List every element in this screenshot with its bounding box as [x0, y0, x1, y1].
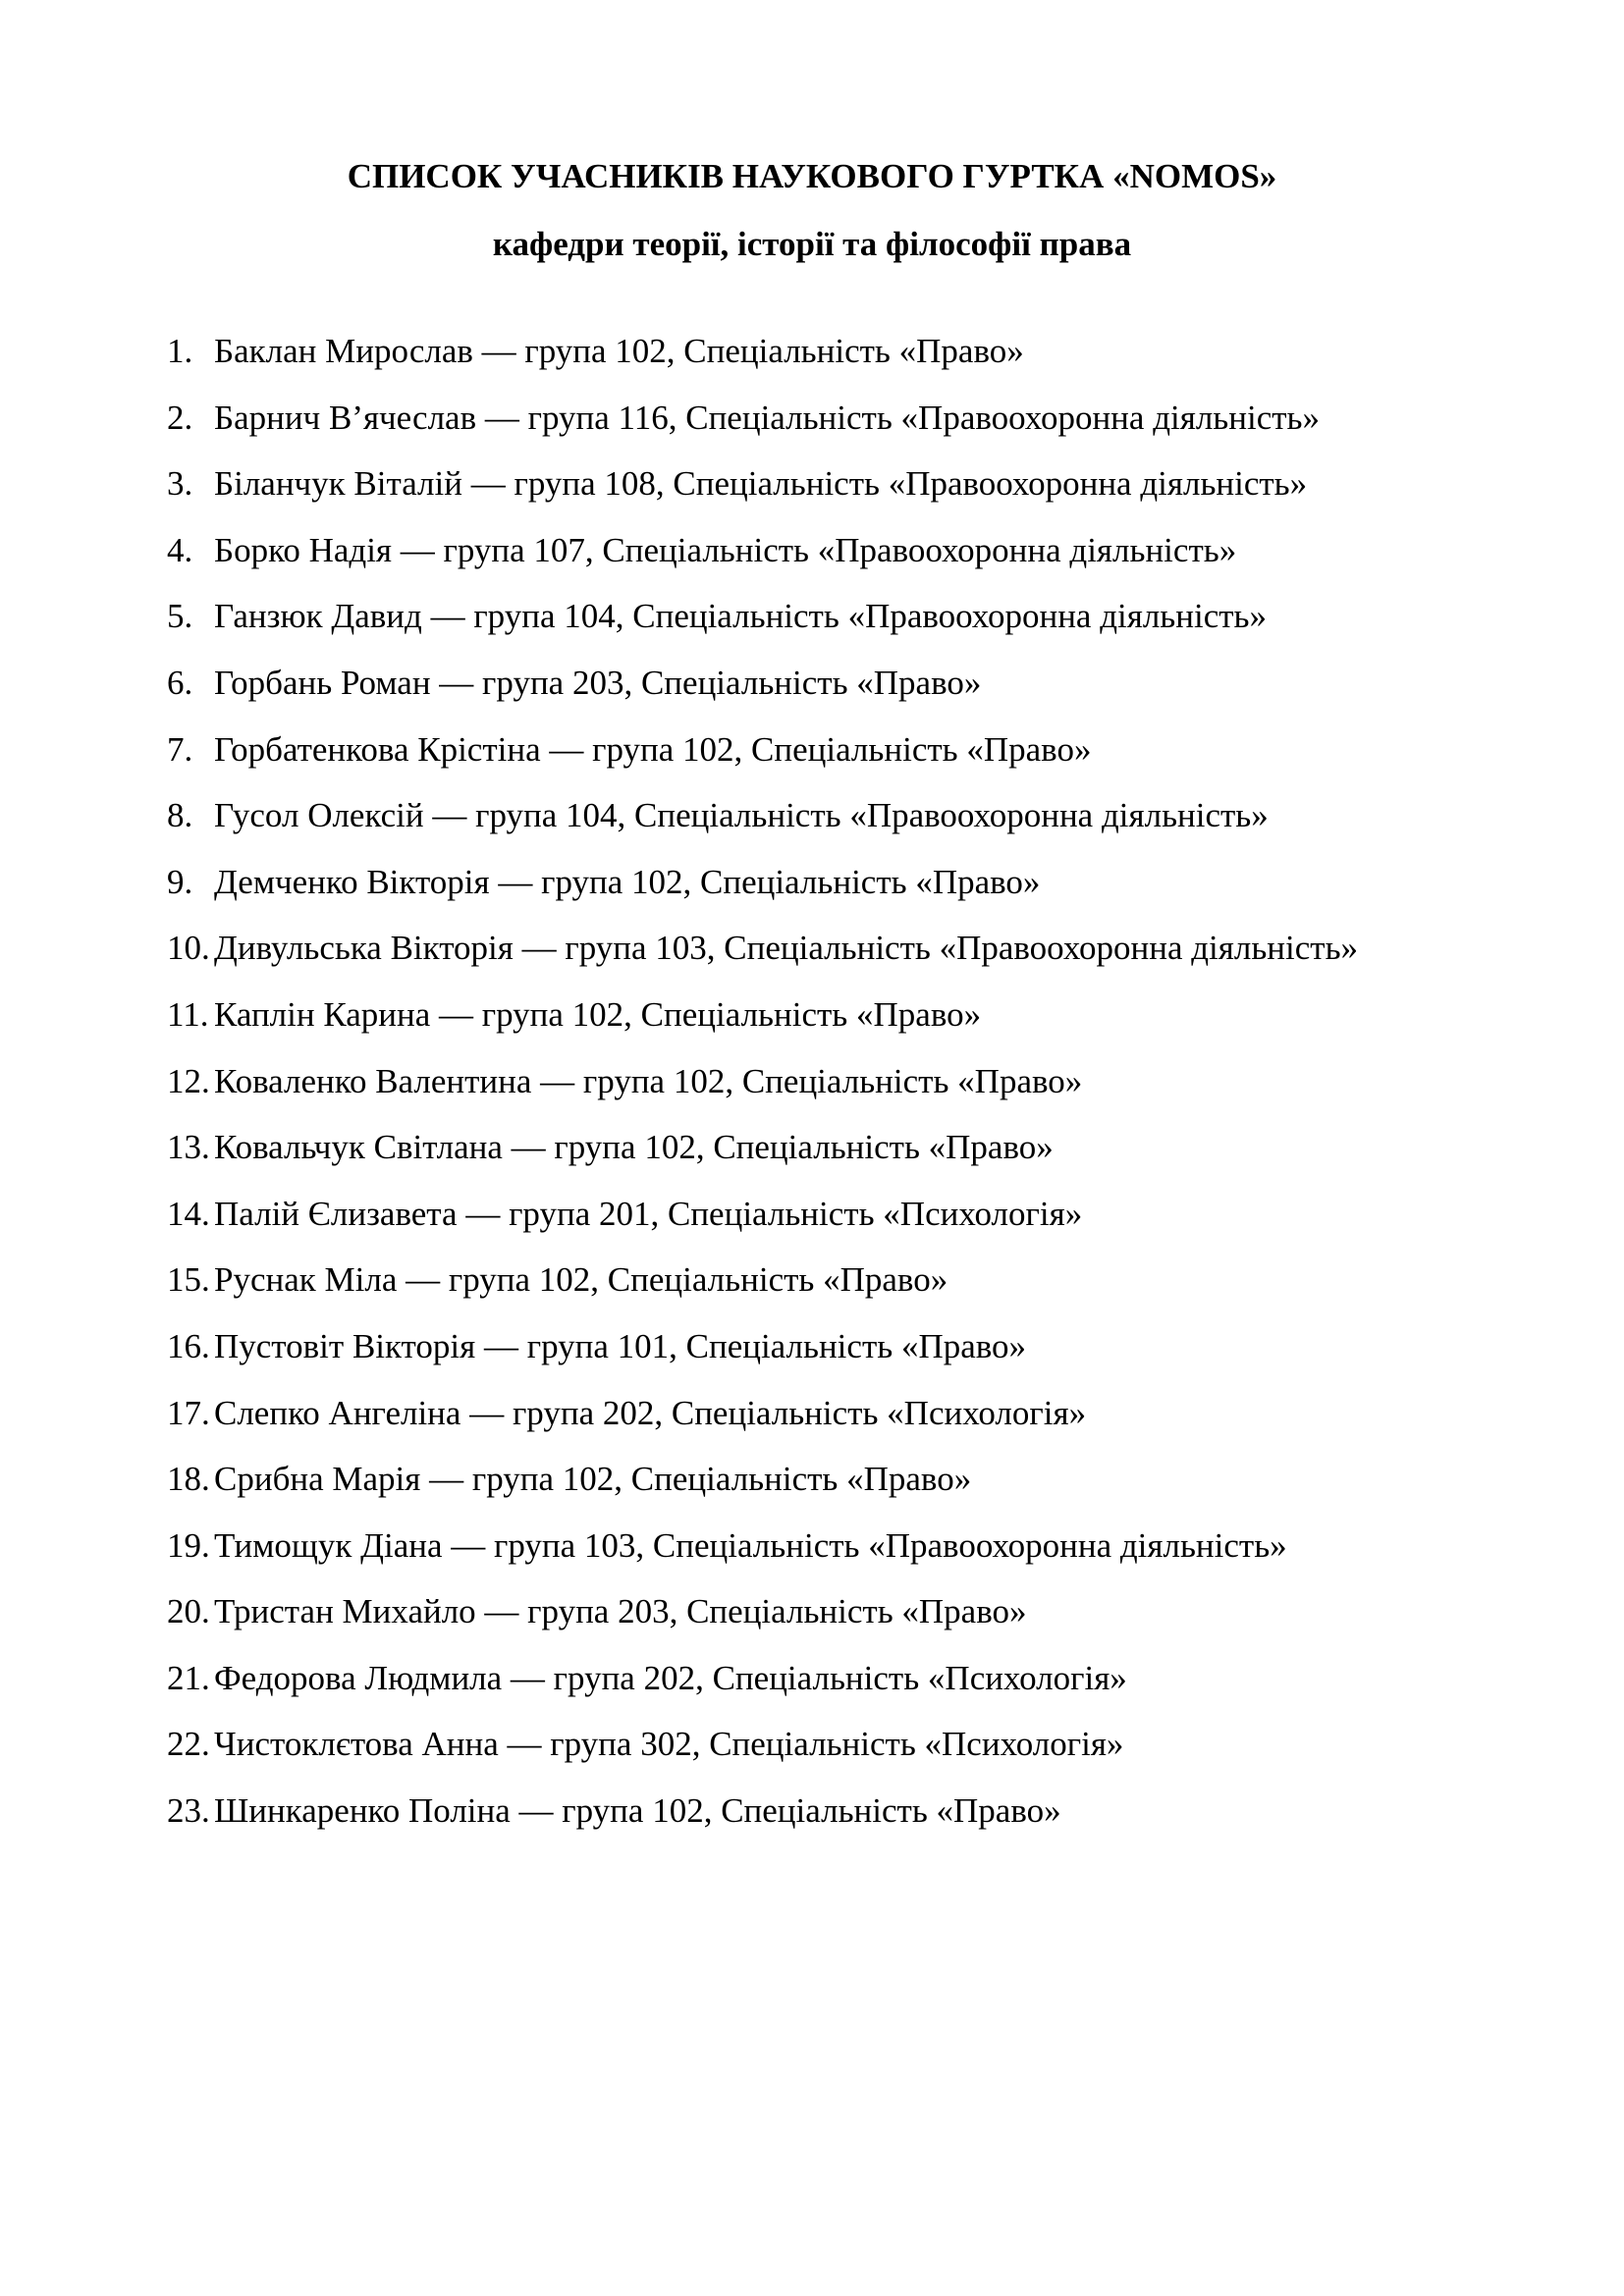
- item-number: 3.: [167, 464, 193, 504]
- list-item: [167, 1522, 1542, 1588]
- item-number: 6.: [167, 663, 193, 702]
- list-item: [167, 791, 1542, 858]
- item-text: Дивульська Вікторія — група 103, Спеціальність «Правоохоронна діяльність»: [214, 929, 1359, 968]
- item-number: 9.: [167, 862, 193, 901]
- item-text: Шинкаренко Поліна — група 102, Спеціальність «Право»: [214, 1791, 1061, 1831]
- item-number: 2.: [167, 398, 193, 437]
- list-item: [167, 1057, 1542, 1124]
- item-number: 7.: [167, 729, 193, 769]
- list-item: [167, 924, 1542, 990]
- item-text: Тимощук Діана — група 103, Спеціальність «Правоохоронна діяльність»: [214, 1525, 1287, 1565]
- item-text: Руснак Міла — група 102, Спеціальність «Право»: [214, 1260, 948, 1300]
- item-number: 13.: [167, 1128, 210, 1167]
- item-text: Баклан Мирослав — група 102, Спеціальність «Право»: [214, 332, 1024, 370]
- item-number: 15.: [167, 1260, 210, 1300]
- item-text: Ковальчук Світлана — група 102, Спеціальність «Право»: [214, 1128, 1054, 1167]
- item-number: 23.: [167, 1791, 210, 1831]
- document-subtitle: кафедри теорії, історії та філософії права: [492, 225, 1132, 263]
- list-item: [167, 1389, 1542, 1456]
- list-item: [167, 1322, 1542, 1389]
- document-title: СПИСОК УЧАСНИКІВ НАУКОВОГО ГУРТКА «NOMOS»: [347, 157, 1277, 195]
- item-number: 14.: [167, 1194, 210, 1233]
- item-text: Горбань Роман — група 203, Спеціальність «Право»: [214, 663, 982, 702]
- item-text: Борко Надія — група 107, Спеціальність «Правоохоронна діяльність»: [214, 530, 1237, 569]
- list-item: [167, 659, 1542, 725]
- list-item: [167, 1255, 1542, 1322]
- participants-list: [167, 327, 1542, 1853]
- item-text: Гусол Олексій — група 104, Спеціальність «Правоохоронна діяльність»: [214, 796, 1269, 835]
- list-item: [167, 1720, 1542, 1787]
- list-item: [167, 1455, 1542, 1522]
- item-number: 12.: [167, 1061, 210, 1100]
- item-text: Барнич В’ячеслав — група 116, Спеціальність «Правоохоронна діяльність»: [214, 398, 1320, 437]
- item-number: 5.: [167, 597, 193, 636]
- list-item: [167, 592, 1542, 659]
- item-text: Демченко Вікторія — група 102, Спеціальність «Право»: [214, 862, 1041, 901]
- item-text: Ганзюк Давид — група 104, Спеціальність «Правоохоронна діяльність»: [214, 597, 1268, 636]
- item-number: 8.: [167, 796, 193, 835]
- item-number: 17.: [167, 1393, 210, 1432]
- list-item: [167, 1190, 1542, 1256]
- list-item: [167, 990, 1542, 1057]
- item-number: 21.: [167, 1658, 210, 1697]
- item-text: Коваленко Валентина — група 102, Спеціальність «Право»: [214, 1061, 1083, 1100]
- item-text: Каплін Карина — група 102, Спеціальність «Право»: [214, 994, 982, 1034]
- item-number: 20.: [167, 1592, 210, 1631]
- item-number: 22.: [167, 1725, 210, 1764]
- item-text: Горбатенкова Крістіна — група 102, Спеціальність «Право»: [214, 729, 1092, 769]
- item-text: Палій Єлизавета — група 201, Спеціальність «Психологія»: [214, 1194, 1083, 1233]
- list-item: [167, 526, 1542, 593]
- item-number: 10.: [167, 929, 210, 968]
- list-item: [167, 459, 1542, 526]
- item-number: 18.: [167, 1460, 210, 1499]
- list-item: [167, 1787, 1542, 1853]
- list-item: [167, 725, 1542, 792]
- list-item: [167, 1123, 1542, 1190]
- list-item: [167, 1654, 1542, 1721]
- item-text: Федорова Людмила — група 202, Спеціальність «Психологія»: [214, 1658, 1127, 1697]
- item-text: Тристан Михайло — група 203, Спеціальність «Право»: [214, 1592, 1027, 1631]
- item-number: 4.: [167, 530, 193, 569]
- list-item: [167, 327, 1542, 394]
- item-text: Пустовіт Вікторія — група 101, Спеціальність «Право»: [214, 1326, 1027, 1365]
- item-number: 16.: [167, 1326, 210, 1365]
- list-item: [167, 858, 1542, 925]
- item-number: 11.: [167, 994, 209, 1034]
- item-text: Чистоклєтова Анна — група 302, Спеціальність «Психологія»: [214, 1725, 1124, 1764]
- item-text: Срибна Марія — група 102, Спеціальність «Право»: [214, 1460, 972, 1499]
- list-item: [167, 394, 1542, 460]
- item-number: 19.: [167, 1525, 210, 1565]
- item-number: 1.: [167, 332, 193, 370]
- item-text: Біланчук Віталій — група 108, Спеціальність «Правоохоронна діяльність»: [214, 464, 1308, 504]
- item-text: Слепко Ангеліна — група 202, Спеціальність «Психологія»: [214, 1393, 1087, 1432]
- list-item: [167, 1587, 1542, 1654]
